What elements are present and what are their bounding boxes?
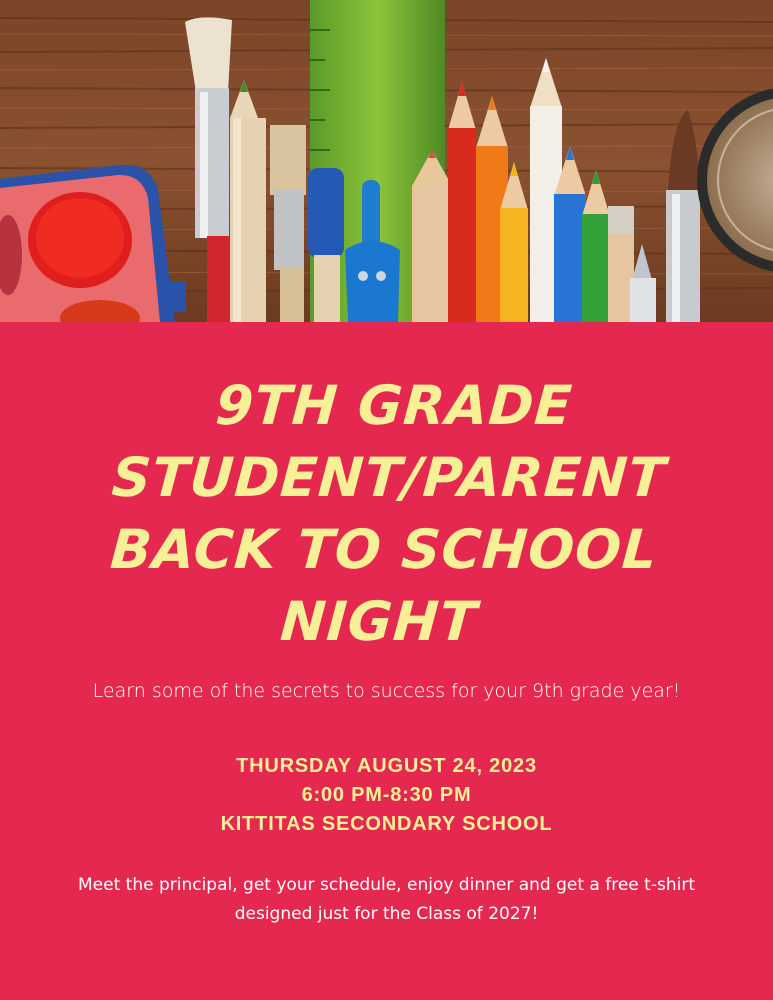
event-location: KITTITAS SECONDARY SCHOOL: [220, 813, 553, 835]
event-time: 6:00 PM-8:30 PM: [301, 784, 472, 806]
intro-text: Learn some of the secrets to success for your 9th grade year!: [92, 680, 681, 702]
closing-text: Meet the principal, get your schedule, enjoy dinner and get a free t-shirt designed just for the Class of 2027!: [78, 875, 695, 924]
headline-line-2: STUDENT/PARENT: [109, 446, 669, 509]
headline-line-1: 9TH GRADE: [213, 374, 575, 437]
event-headline: [0, 370, 773, 658]
event-details: [0, 752, 773, 839]
headline-line-4: NIGHT: [278, 590, 480, 653]
headline-line-3: BACK TO SCHOOL: [108, 518, 660, 581]
event-date: THURSDAY AUGUST 24, 2023: [236, 755, 537, 777]
art-supplies-photo: [0, 0, 773, 322]
